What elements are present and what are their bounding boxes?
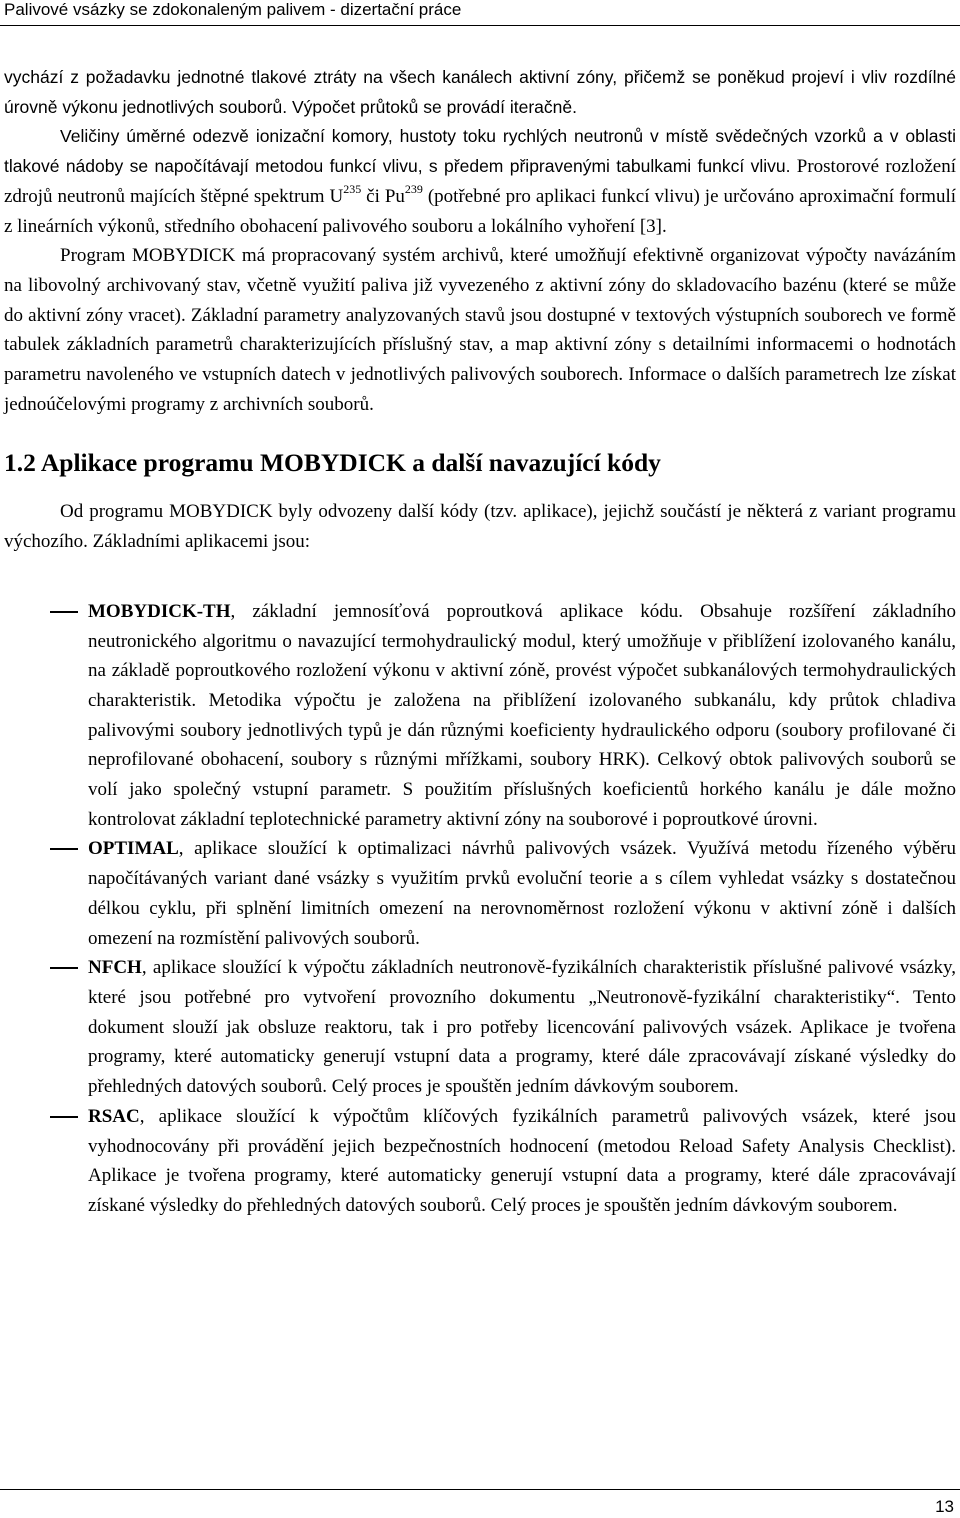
application-name: OPTIMAL [88,838,179,860]
running-header [0,0,960,34]
dash-bullet-icon [50,848,78,850]
application-description: , aplikace sloužící k výpočtu základních neutronově-fyzikálních charakteristik příslušné palivové vsázky, které jsou potřebné pro vytvoření provozního dokumentu „Neutronově-fyzikální charakteristiky“. Tento dokument slouží jak obsluze reaktoru, tak i pro potřeby licencování palivových vsázek. Aplikace je tvořena programy, které automaticky generují vstupní data a programy, které dále zpracovávají získané výsledky do přehledných datových souborů. Celý proces je spouštěn jedním dávkovým souborem. [88,957,956,1098]
paragraph-influence-functions-part4: (potřebné pro aplikaci funkcí vlivu) je určováno aproximační formulí z lineárních výkonů, středního obohacení palivového souboru a lokálního vyhoření [3]. [4,185,957,237]
paragraph-archives-part2: Základní parametry analyzovaných stavů jsou dostupné v textových výstupních souborech ve formě tabulek základních parametrů charakterizujících příslušný stav, a map aktivní zóny s detailními informacemi o hodnotách parametru navoleného ve vstupních datech v jednotlivých palivových souborech. Informace o dalších parametrech lze získat jednoúčelovými programy z archivních souborů. [4,304,956,415]
page-body [4,63,956,1221]
application-description: , základní jemnosíťová poproutková aplikace kódu. Obsahuje rozšíření základního neutronického algoritmu o navazující termohydraulický modul, který umožňuje v přiblížení izolovaného kanálu, na základě poproutkového rozložení výkonu v aktivní zóně, provést výpočet subkanálových termohydraulických charakteristik. Metodika výpočtu je založena na přiblížení izolovaného subkanálu, kdy průtok chladiva palivovými soubory jednotlivých typů je dán různými koeficienty hydraulického odporu (soubory profilované či neprofilované obohacení, soubory s různými mřížkami, soubory HRK). Celkový obtok palivových souborů se volí jako společný vstupní parametr. S použitím příslušných koeficientů horkého kanálu je dále možno kontrolovat základní teplotechnické parametry aktivní zóny na souborové i poproutkové úrovni. [88,600,956,830]
application-name: RSAC [88,1105,140,1127]
application-name: NFCH [88,957,142,979]
isotope-mass-pu: 239 [404,181,423,196]
list-item-nfch [4,953,956,1102]
application-name: MOBYDICK-TH [88,600,231,622]
footer-divider [0,1489,960,1490]
section-heading: 1.2 Aplikace programu MOBYDICK a další navazující kódy [4,448,661,478]
application-list [4,597,956,1221]
list-item-rsac [4,1102,956,1221]
dash-bullet-icon [50,611,78,613]
header-divider [0,25,960,26]
paragraph-flow-calculation: vychází z požadavku jednotné tlakové ztráty na všech kanálech aktivní zóny, přičemž se poněkud projeví i vliv rozdílné úrovně výkonu jednotlivých souborů. Výpočet průtoků se provádí iteračně. [4,67,956,117]
dash-bullet-icon [50,1116,78,1118]
paragraph-influence-functions-part2: Prostorové rozložení zdrojů neutronů majících štěpné spektrum U [4,156,957,207]
page-number: 13 [935,1497,954,1516]
paragraph-influence-functions-part1: Veličiny úměrné odezvě ionizační komory, hustoty toku rychlých neutronů v místě svědečných vzorků a v oblasti tlakové nádoby se napočítávají metodou funkcí vlivu, s předem připravenými tabulkami funkcí vlivu. [4,126,956,177]
paragraph-archives [4,241,956,419]
application-description: , aplikace sloužící k optimalizaci návrhů palivových vsázek. Využívá metodu řízeného výběru napočítávaných variant dané vsázky s využitím prvků evoluční teorie a s cílem vyhledat vsázky s dostatečnou délkou cyklu, při splnění limitních omezení na nerovnoměrnost rozložení výkonu v aktivní zóně i dalších omezení na rozmístění palivových souborů. [88,838,956,949]
paragraph-influence-functions [4,122,956,241]
isotope-mass-u: 235 [343,181,362,196]
header-title: Palivové vsázky se zdokonaleným palivem - dizertační práce [4,0,462,19]
application-description: , aplikace sloužící k výpočtům klíčových fyzikálních parametrů palivových vsázek, které jsou vyhodnocovány při provádění jejich bezpečnostních hodnocení (metodou Reload Safety Analysis Checklist). Aplikace je tvořena programy, které automaticky generují vstupní data a programy, které dále zpracovávají získané výsledky do přehledných datových souborů. Celý proces je spouštěn jedním dávkovým souborem. [88,1105,956,1216]
dash-bullet-icon [50,967,78,969]
list-item-optimal [4,834,956,953]
paragraph-archives-part1: Program MOBYDICK má propracovaný systém archivů, které umožňují efektivně organizovat výpočty navázáním na libovolný archivovaný stav, včetně využití paliva již vyvezeného z aktivní zóny do skladovacího bazénu (které se může do aktivní zóny vracet). [4,245,956,326]
list-item-mobydick-th [4,597,956,835]
section-intro: Od programu MOBYDICK byly odvozeny další kódy (tzv. aplikace), jejichž součástí je některá z variant programu výchozího. Základními aplikacemi jsou: [4,501,956,553]
paragraph-influence-functions-part3: či Pu [361,185,405,207]
